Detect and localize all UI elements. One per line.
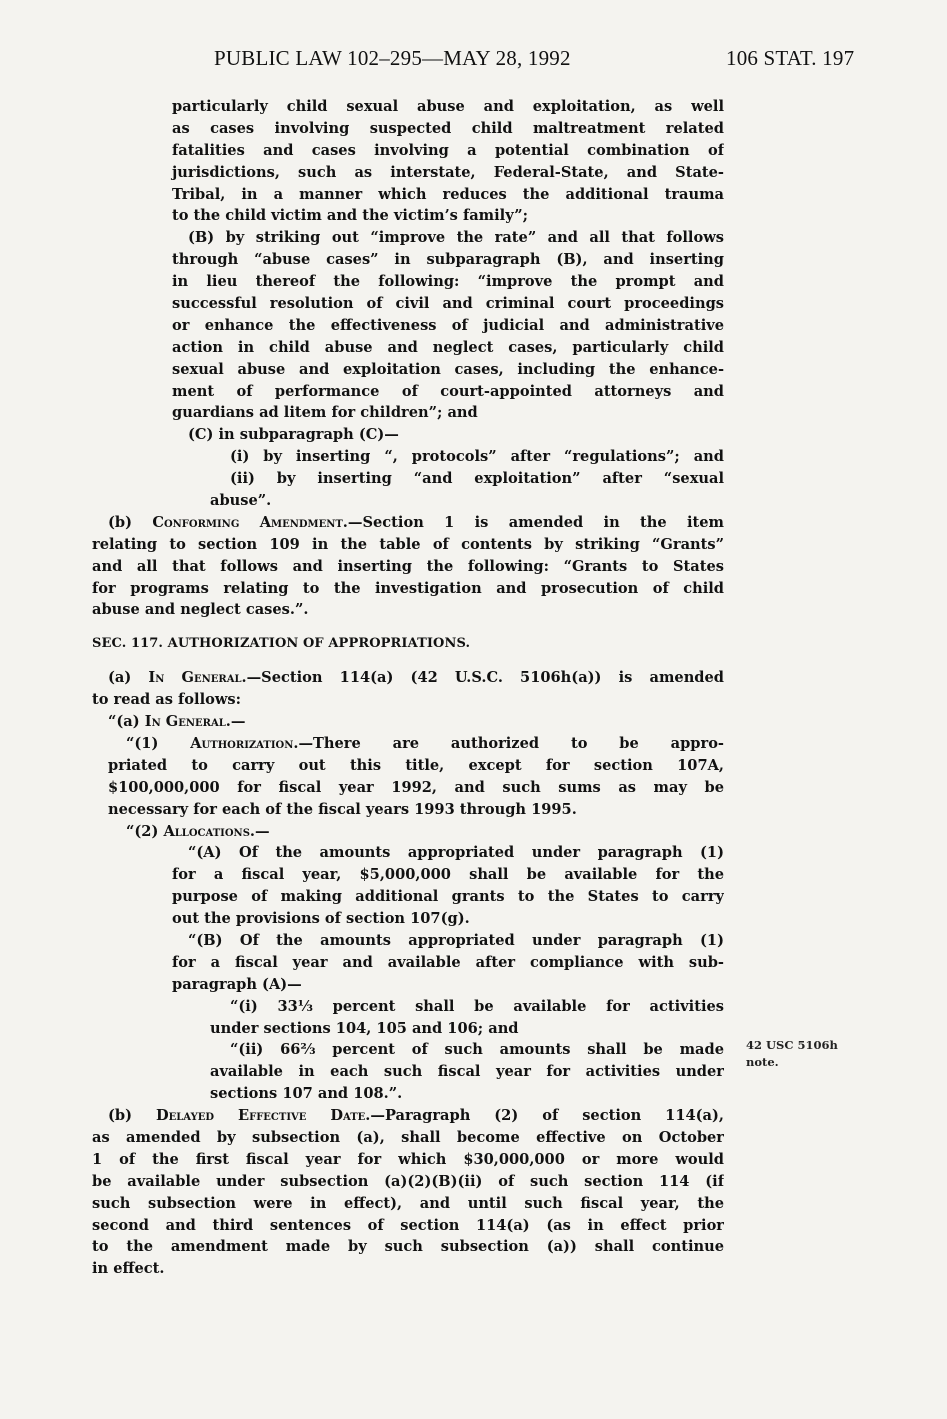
text-run: fatalities and cases involving a potential combination of xyxy=(172,141,724,159)
text-run: and all that follows and inserting the following: “Grants to States xyxy=(92,557,724,575)
text-run: jurisdictions, such as interstate, Federal-State, and State- xyxy=(172,163,724,181)
text-line xyxy=(92,337,724,359)
text-run: for a fiscal year and available after compliance with sub- xyxy=(172,953,724,971)
text-run: (B) by striking out “improve the rate” and all that follows xyxy=(188,229,724,247)
text-line xyxy=(92,930,724,952)
text-run: relating to section 109 in the table of contents by striking “Grants” xyxy=(92,535,724,553)
text-run: to the child victim and the victim’s family”; xyxy=(172,207,529,225)
text-line xyxy=(92,974,724,996)
text-run: “(B) Of the amounts appropriated under paragraph (1) xyxy=(188,931,724,949)
text-line xyxy=(92,140,724,162)
text-line xyxy=(92,667,724,689)
text-line xyxy=(92,359,724,381)
text-run: particularly child sexual abuse and exploitation, as well xyxy=(172,98,724,115)
text-line xyxy=(92,733,724,755)
text-run: sections 107 and 108.”. xyxy=(210,1085,403,1103)
text-line xyxy=(92,886,724,908)
text-line xyxy=(92,1236,724,1258)
text-run: second and third sentences of section 114(a) (as in effect prior xyxy=(92,1216,724,1234)
small-caps-heading: Authorization xyxy=(190,734,294,752)
text-line xyxy=(92,1258,724,1280)
text-line xyxy=(92,162,724,184)
text-run: .—Section 114(a) (42 U.S.C. 5106h(a)) is amended xyxy=(241,669,724,687)
text-line xyxy=(92,952,724,974)
text-run: (ii) by inserting “and exploitation” after “sexual xyxy=(230,470,724,488)
text-line xyxy=(92,96,724,118)
small-caps-heading: In General xyxy=(144,713,226,731)
text-line xyxy=(92,402,724,424)
text-run: necessary for each of the fiscal years 1993 through 1995. xyxy=(108,800,577,818)
text-line xyxy=(92,1171,724,1193)
text-line xyxy=(92,249,724,271)
text-line xyxy=(92,468,724,490)
text-run: in effect. xyxy=(92,1260,165,1278)
text-run: guardians ad litem for children”; and xyxy=(172,404,478,422)
text-line xyxy=(92,1083,724,1105)
text-line xyxy=(92,908,724,930)
text-run: .—There are authorized to be appro- xyxy=(293,734,724,752)
text-run: for a fiscal year, $5,000,000 shall be available for the xyxy=(172,866,724,884)
text-line xyxy=(92,599,724,621)
text-run: as cases involving suspected child maltreatment related xyxy=(172,119,724,137)
text-run: action in child abuse and neglect cases, particularly child xyxy=(172,338,724,356)
small-caps-heading: Allocations xyxy=(163,822,250,840)
text-run: (a) xyxy=(108,669,149,687)
text-run: priated to carry out this title, except for section 107A, xyxy=(108,756,724,774)
text-line xyxy=(92,1061,724,1083)
text-run: ment of performance of court-appointed attorneys and xyxy=(172,382,724,400)
text-run: “(i) 33⅓ percent shall be available for activities xyxy=(230,997,724,1015)
text-line xyxy=(92,777,724,799)
text-line xyxy=(92,711,724,733)
text-run: “(2) xyxy=(126,822,164,840)
text-run: such subsection were in effect), and until such fiscal year, the xyxy=(92,1194,724,1212)
text-line xyxy=(92,184,724,206)
text-line xyxy=(92,578,724,600)
text-run: in lieu thereof the following: “improve the prompt and xyxy=(172,273,724,291)
text-run: available in each such fiscal year for activities under xyxy=(210,1063,724,1081)
text-line xyxy=(92,227,724,249)
text-run: SEC. 117. AUTHORIZATION OF APPROPRIATIONS. xyxy=(92,636,471,652)
text-line xyxy=(92,446,724,468)
text-run: 1 of the first fiscal year for which $30,000,000 or more would xyxy=(92,1150,724,1168)
text-line xyxy=(92,1215,724,1237)
text-line xyxy=(92,381,724,403)
text-run: be available under subsection (a)(2)(B)(ii) of such section 114 (if xyxy=(92,1172,724,1190)
text-run: sexual abuse and exploitation cases, including the enhance- xyxy=(172,360,724,378)
text-line xyxy=(92,996,724,1018)
text-line xyxy=(92,512,724,534)
text-line xyxy=(92,755,724,777)
text-run: “(a) xyxy=(108,713,145,731)
text-run: to the amendment made by such subsection (a)) shall continue xyxy=(92,1238,724,1256)
text-line xyxy=(92,864,724,886)
text-run: under sections 104, 105 and 106; and xyxy=(210,1019,519,1037)
small-caps-heading: In General xyxy=(148,669,242,687)
text-run: abuse and neglect cases.”. xyxy=(92,601,309,619)
text-run: abuse”. xyxy=(210,492,272,510)
section-heading xyxy=(92,633,724,655)
text-run: (i) by inserting “, protocols” after “regulations”; and xyxy=(230,448,724,466)
text-line xyxy=(92,1105,724,1127)
text-line xyxy=(92,293,724,315)
text-run: through “abuse cases” in subparagraph (B), and inserting xyxy=(172,251,724,269)
running-head-title: PUBLIC LAW 102–295—MAY 28, 1992 xyxy=(214,46,571,70)
text-run: .— xyxy=(249,822,270,840)
small-caps-heading: Delayed Effective Date xyxy=(156,1107,366,1125)
text-run: (b) xyxy=(108,513,153,531)
text-line xyxy=(92,1039,724,1061)
statute-body-text xyxy=(92,96,724,1280)
text-run: .—Paragraph (2) of section 114(a), xyxy=(365,1107,724,1125)
text-run: successful resolution of civil and criminal court proceedings xyxy=(172,295,724,313)
margin-note-line: note. xyxy=(746,1055,779,1069)
text-line xyxy=(92,205,724,227)
text-run: for programs relating to the investigation and prosecution of child xyxy=(92,579,724,597)
text-line xyxy=(92,799,724,821)
text-run: .—Section 1 is amended in the item xyxy=(342,513,724,531)
text-line xyxy=(92,821,724,843)
page-citation: 106 STAT. 197 xyxy=(726,46,855,70)
text-line xyxy=(92,118,724,140)
small-caps-heading: Conforming Amendment xyxy=(152,513,343,531)
text-run: purpose of making additional grants to the States to carry xyxy=(172,888,724,906)
paragraph-gap xyxy=(92,621,724,633)
text-run: $100,000,000 for fiscal year 1992, and such sums as may be xyxy=(108,778,724,796)
text-line xyxy=(92,689,724,711)
text-line xyxy=(92,1193,724,1215)
text-run: or enhance the effectiveness of judicial and administrative xyxy=(172,316,724,334)
text-line xyxy=(92,424,724,446)
paragraph-gap xyxy=(92,655,724,667)
text-line xyxy=(92,315,724,337)
text-line xyxy=(92,1149,724,1171)
text-run: out the provisions of section 107(g). xyxy=(172,910,470,928)
text-run: (C) in subparagraph (C)— xyxy=(188,426,399,444)
text-run: “(ii) 66⅔ percent of such amounts shall be made xyxy=(230,1041,724,1059)
text-line xyxy=(92,271,724,293)
text-run: paragraph (A)— xyxy=(172,975,302,993)
text-line xyxy=(92,556,724,578)
text-run: .— xyxy=(225,713,246,731)
margin-citation-note xyxy=(746,1037,866,1071)
text-run: “(A) Of the amounts appropriated under paragraph (1) xyxy=(188,844,724,862)
text-run: as amended by subsection (a), shall become effective on October xyxy=(92,1128,724,1146)
text-line xyxy=(92,1127,724,1149)
text-run: Tribal, in a manner which reduces the additional trauma xyxy=(172,185,724,203)
text-line xyxy=(92,842,724,864)
text-run: (b) xyxy=(108,1107,156,1125)
margin-note-line: 42 USC 5106h xyxy=(746,1038,838,1052)
text-run: to read as follows: xyxy=(92,691,242,709)
text-run: “(1) xyxy=(126,734,191,752)
text-line xyxy=(92,534,724,556)
text-line xyxy=(92,1018,724,1040)
text-line xyxy=(92,490,724,512)
